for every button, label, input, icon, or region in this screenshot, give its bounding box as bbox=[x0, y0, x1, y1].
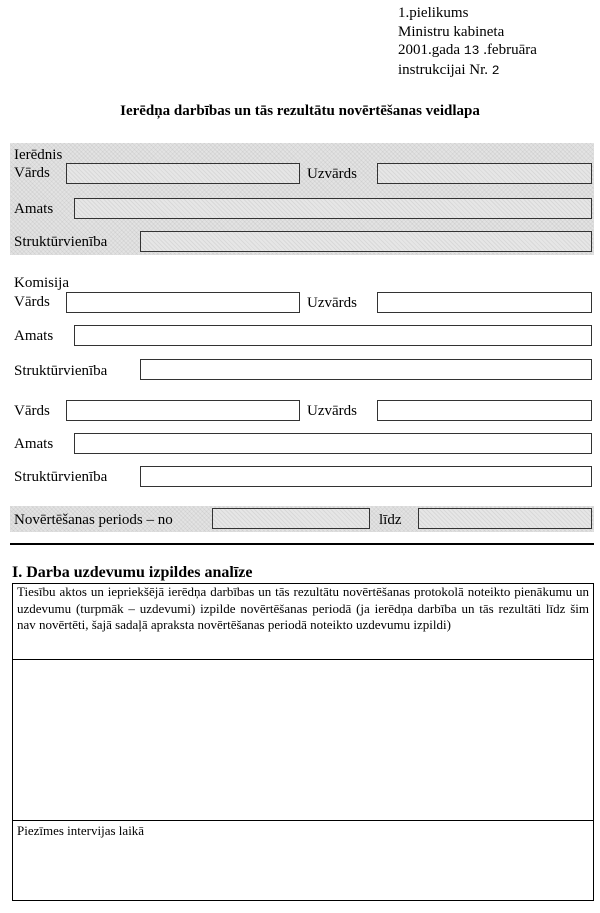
official-heading: Ierēdnis bbox=[14, 147, 63, 163]
section-divider bbox=[10, 543, 594, 545]
interview-notes-label: Piezīmes intervijas laikā bbox=[17, 823, 145, 838]
official-first-name-field[interactable] bbox=[66, 163, 300, 184]
annex-line-2: Ministru kabineta bbox=[398, 23, 505, 40]
commission-position-field-2[interactable] bbox=[74, 433, 592, 454]
period-to-field[interactable] bbox=[418, 508, 592, 529]
commission-unit-label: Struktūrvienība bbox=[14, 363, 108, 379]
official-position-field[interactable] bbox=[74, 198, 592, 219]
annex-instruction-prefix: instrukcijai Nr. bbox=[398, 61, 488, 78]
commission-position-field[interactable] bbox=[74, 325, 592, 346]
annex-line-4 bbox=[398, 61, 537, 81]
commission-first-name-field-2[interactable] bbox=[66, 400, 300, 421]
commission-last-name-field-2[interactable] bbox=[377, 400, 592, 421]
commission-first-name-field[interactable] bbox=[66, 292, 300, 313]
task-analysis-area[interactable] bbox=[13, 660, 593, 820]
annex-instruction-number: 2 bbox=[491, 62, 500, 78]
official-position-label: Amats bbox=[14, 201, 54, 217]
commission-position-label-2: Amats bbox=[14, 436, 54, 452]
official-unit-label: Struktūrvienība bbox=[14, 234, 108, 250]
commission-heading: Komisija bbox=[14, 275, 69, 291]
annex-line-1: 1.pielikums bbox=[398, 5, 469, 21]
annex-header bbox=[398, 4, 537, 80]
section-1-description: Tiesību aktos un iepriekšējā ierēdņa darbības un tās rezultātu novērtēšanas protokolā noteikto pienākumu un uzdevumu (turpmāk – uzdevumi) izpilde novērtēšanas periodā (ja ierēdņa darbība un tās rezultāti līdz šim nav novērtēti, šajā sadaļā apraksta novērtēšanas periodā noteikto uzdevumu izpildi) bbox=[17, 584, 589, 632]
annex-date-day: 13 bbox=[463, 43, 480, 58]
form-title: Ierēdņa darbības un tās rezultātu novērtēšanas veidlapa bbox=[120, 103, 480, 119]
commission-last-name-label: Uzvārds bbox=[307, 295, 357, 311]
official-first-name-label: Vārds bbox=[14, 165, 50, 181]
interview-notes-area[interactable] bbox=[13, 840, 593, 900]
commission-unit-field[interactable] bbox=[140, 359, 592, 380]
commission-first-name-label: Vārds bbox=[14, 294, 50, 310]
commission-last-name-field[interactable] bbox=[377, 292, 592, 313]
commission-unit-label-2: Struktūrvienība bbox=[14, 469, 108, 485]
commission-position-label: Amats bbox=[14, 328, 54, 344]
period-to-label: līdz bbox=[379, 512, 402, 528]
commission-unit-field-2[interactable] bbox=[140, 466, 592, 487]
commission-first-name-label-2: Vārds bbox=[14, 403, 50, 419]
official-last-name-label: Uzvārds bbox=[307, 166, 357, 182]
annex-date-month: .februāra bbox=[483, 42, 537, 58]
official-unit-field[interactable] bbox=[140, 231, 592, 252]
period-from-label: Novērtēšanas periods – no bbox=[14, 512, 173, 528]
annex-line-3 bbox=[398, 41, 537, 61]
commission-last-name-label-2: Uzvārds bbox=[307, 403, 357, 419]
section-1-title: I. Darba uzdevumu izpildes analīze bbox=[12, 564, 253, 581]
annex-date-prefix: 2001.gada bbox=[398, 42, 461, 58]
official-last-name-field[interactable] bbox=[377, 163, 592, 184]
period-from-field[interactable] bbox=[212, 508, 370, 529]
section-1-table bbox=[12, 583, 594, 901]
